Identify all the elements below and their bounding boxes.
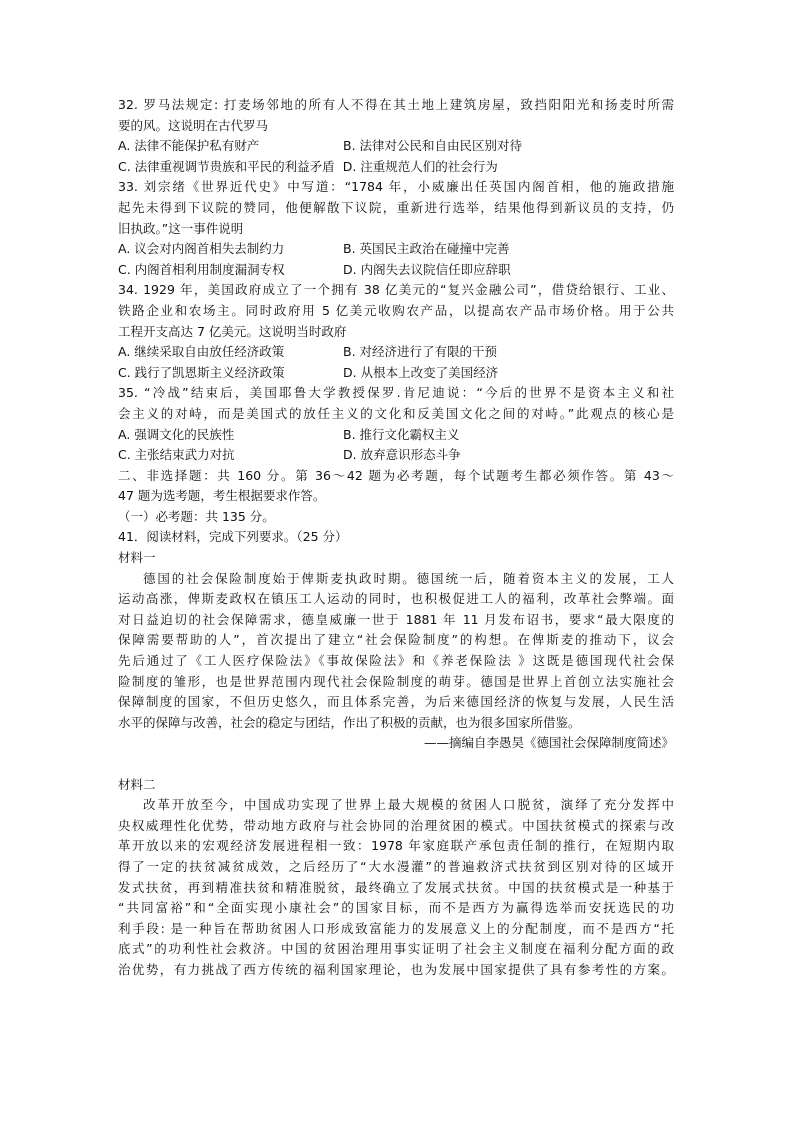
question-stem-line: 要的风。这说明在古代罗马 bbox=[118, 117, 269, 133]
section-heading-line: 47 题为选考题，考生根据要求作答。 bbox=[118, 488, 326, 504]
question-stem-line: 35. “冷战”结束后，美国耶鲁大学教授保罗.肯尼迪说：“今后的世界不是资本主义和社 bbox=[118, 385, 674, 401]
option-row bbox=[118, 136, 674, 157]
paragraph-line: 运动高涨，俾斯麦政权在镇压工人运动的同时，也积极促进工人的福利，改革社会弊端。面 bbox=[118, 591, 674, 607]
paragraph-line: 底式”的功利性社会救济。中国的贫困治理用事实证明了社会主义制度在福利分配方面的政 bbox=[118, 941, 674, 957]
paragraph-line: 险制度的雏形，也是世界范围内现代社会保险制度的萌芽。德国是世界上首创立法实施社会 bbox=[118, 673, 674, 689]
option-d: D. 从根本上改变了美国经济 bbox=[343, 364, 499, 380]
paragraph-line: 得了一定的扶贫减贫成效，之后经历了“大水漫灌”的普遍救济式扶贫到区别对待的区域开 bbox=[118, 858, 674, 874]
option-b: B. 对经济进行了有限的干预 bbox=[343, 344, 498, 360]
section-heading-line: 二、非选择题：共 160 分。第 36～42 题为必考题，每个试题考生都必须作答。第 43～ bbox=[118, 467, 674, 483]
question-stem-line: 工程开支高达 7 亿美元。这说明当时政府 bbox=[118, 323, 347, 339]
question-33 bbox=[118, 177, 674, 280]
material-two-body bbox=[118, 795, 674, 980]
paragraph-line: 保障需要帮助的人”，首次提出了建立“社会保险制度”的构想。在俾斯麦的推动下，议会 bbox=[118, 632, 674, 648]
option-a: A. 议会对内阁首相失去制约力 bbox=[118, 241, 285, 257]
option-c: C. 践行了凯恩斯主义经济政策 bbox=[118, 364, 285, 380]
paragraph-line: 先后通过了《工人医疗保险法》《事故保险法》和《养老保险法 》这既是德国现代社会保 bbox=[118, 653, 674, 669]
question-stem-line: 34. 1929 年，美国政府成立了一个拥有 38 亿美元的“复兴金融公司”，借贷给银行、工业、 bbox=[118, 282, 674, 298]
option-row bbox=[118, 157, 674, 178]
option-row bbox=[118, 239, 674, 260]
option-d: D. 注重规范人们的社会行为 bbox=[342, 158, 498, 174]
paragraph-line: 利手段: 是一种旨在帮助贫困人口形成致富能力的发展意义上的分配制度，而不是西方“托 bbox=[118, 920, 674, 936]
paragraph-line: 保障制度的国家，不但历史悠久，而且体系完善，为后来德国经济的恢复与发展，人民生活 bbox=[118, 694, 674, 710]
material-one-body bbox=[118, 569, 674, 754]
paragraph-line: 革开放以来的宏观经济发展进程相一致：1978 年家庭联产承包责任制的推行，在短期内取 bbox=[118, 838, 674, 854]
paragraph-line: 对日益迫切的社会保障需求，德皇威廉一世于 1881 年 11 月发布诏书，要求“最大限度的 bbox=[118, 611, 674, 627]
option-b: B. 英国民主政治在碰撞中完善 bbox=[343, 241, 510, 257]
paragraph-line: 水平的保障与改善，社会的稳定与团结，作出了积极的贡献，也为很多国家所借鉴。 bbox=[118, 714, 581, 730]
option-b: B. 推行文化霸权主义 bbox=[343, 426, 460, 442]
option-c: C. 主张结束武力对抗 bbox=[118, 447, 235, 463]
option-a: A. 继续采取自由放任经济政策 bbox=[118, 344, 285, 360]
paragraph-line: “共同富裕”和“全面实现小康社会”的国家目标，而不是西方为赢得选举而安抚选民的功 bbox=[118, 900, 674, 916]
question-stem-line: 铁路企业和农场主。同时政府用 5 亿美元收购农产品，以提高农产品市场价格。用于公共 bbox=[118, 302, 674, 318]
option-a: A. 法律不能保护私有财产 bbox=[118, 138, 260, 154]
question-34 bbox=[118, 280, 674, 383]
question-35 bbox=[118, 383, 674, 465]
paragraph-line: 治优势，有力挑战了西方传统的福利国家理论，也为发展中国家提供了具有参考性的方案。 bbox=[118, 961, 674, 977]
material-label: 材料二 bbox=[118, 776, 156, 792]
question-title: 41．阅读材料，完成下列要求。（25 分） bbox=[118, 529, 348, 545]
option-d: D. 放弃意识形态斗争 bbox=[343, 447, 461, 463]
spacer bbox=[118, 754, 674, 775]
material-source: ——摘编自李愚昊《德国社会保障制度简述》 bbox=[423, 735, 674, 751]
subsection-heading: （一）必考题：共 135 分。 bbox=[118, 508, 275, 524]
option-c: C. 内阁首相利用制度漏洞专权 bbox=[118, 261, 285, 277]
option-row bbox=[118, 425, 674, 446]
option-row bbox=[118, 363, 674, 384]
question-stem-line: 33. 刘宗绪《世界近代史》中写道：“1784 年，小威廉出任英国内阁首相，他的施政措施 bbox=[118, 179, 674, 195]
paragraph-line: 德国的社会保险制度始于俾斯麦执政时期。德国统一后，随着资本主义的发展，工人 bbox=[143, 570, 674, 586]
question-stem-line: 旧执政。”这一事件说明 bbox=[118, 220, 244, 236]
option-a: A. 强调文化的民族性 bbox=[118, 426, 235, 442]
question-stem-line: 起先未得到下议院的赞同，他便解散下议院，重新进行选举，结果他得到新议员的支持，仍 bbox=[118, 199, 674, 215]
option-row bbox=[118, 260, 674, 281]
material-label: 材料一 bbox=[118, 550, 156, 566]
option-row bbox=[118, 445, 674, 466]
paragraph-line: 央权威理性化优势，带动地方政府与社会协同的治理贫困的模式。中国扶贫模式的探索与改 bbox=[118, 817, 674, 833]
section-non-choice bbox=[118, 466, 674, 528]
question-32 bbox=[118, 95, 674, 177]
option-row bbox=[118, 342, 674, 363]
option-d: D. 内阁失去议院信任即应辞职 bbox=[343, 261, 511, 277]
paragraph-line: 发式扶贫，再到精准扶贫和精准脱贫，最终确立了发展式扶贫。中国的扶贫模式是一种基于 bbox=[118, 879, 674, 895]
question-stem-line: 32. 罗马法规定: 打麦场邻地的所有人不得在其土地上建筑房屋，致挡阳阳光和扬麦时所需 bbox=[118, 97, 674, 112]
page-content bbox=[118, 95, 674, 981]
question-41 bbox=[118, 527, 674, 980]
question-stem-line: 会主义的对峙，而是美国式的放任主义的文化和反美国文化之间的对峙。”此观点的核心是 bbox=[118, 405, 674, 421]
option-b: B. 法律对公民和自由民区别对待 bbox=[343, 138, 523, 154]
option-c: C. 法律重视调节贵族和平民的利益矛盾 bbox=[118, 158, 335, 174]
paragraph-line: 改革开放至今，中国成功实现了世界上最大规模的贫困人口脱贫，演绎了充分发挥中 bbox=[143, 797, 674, 813]
